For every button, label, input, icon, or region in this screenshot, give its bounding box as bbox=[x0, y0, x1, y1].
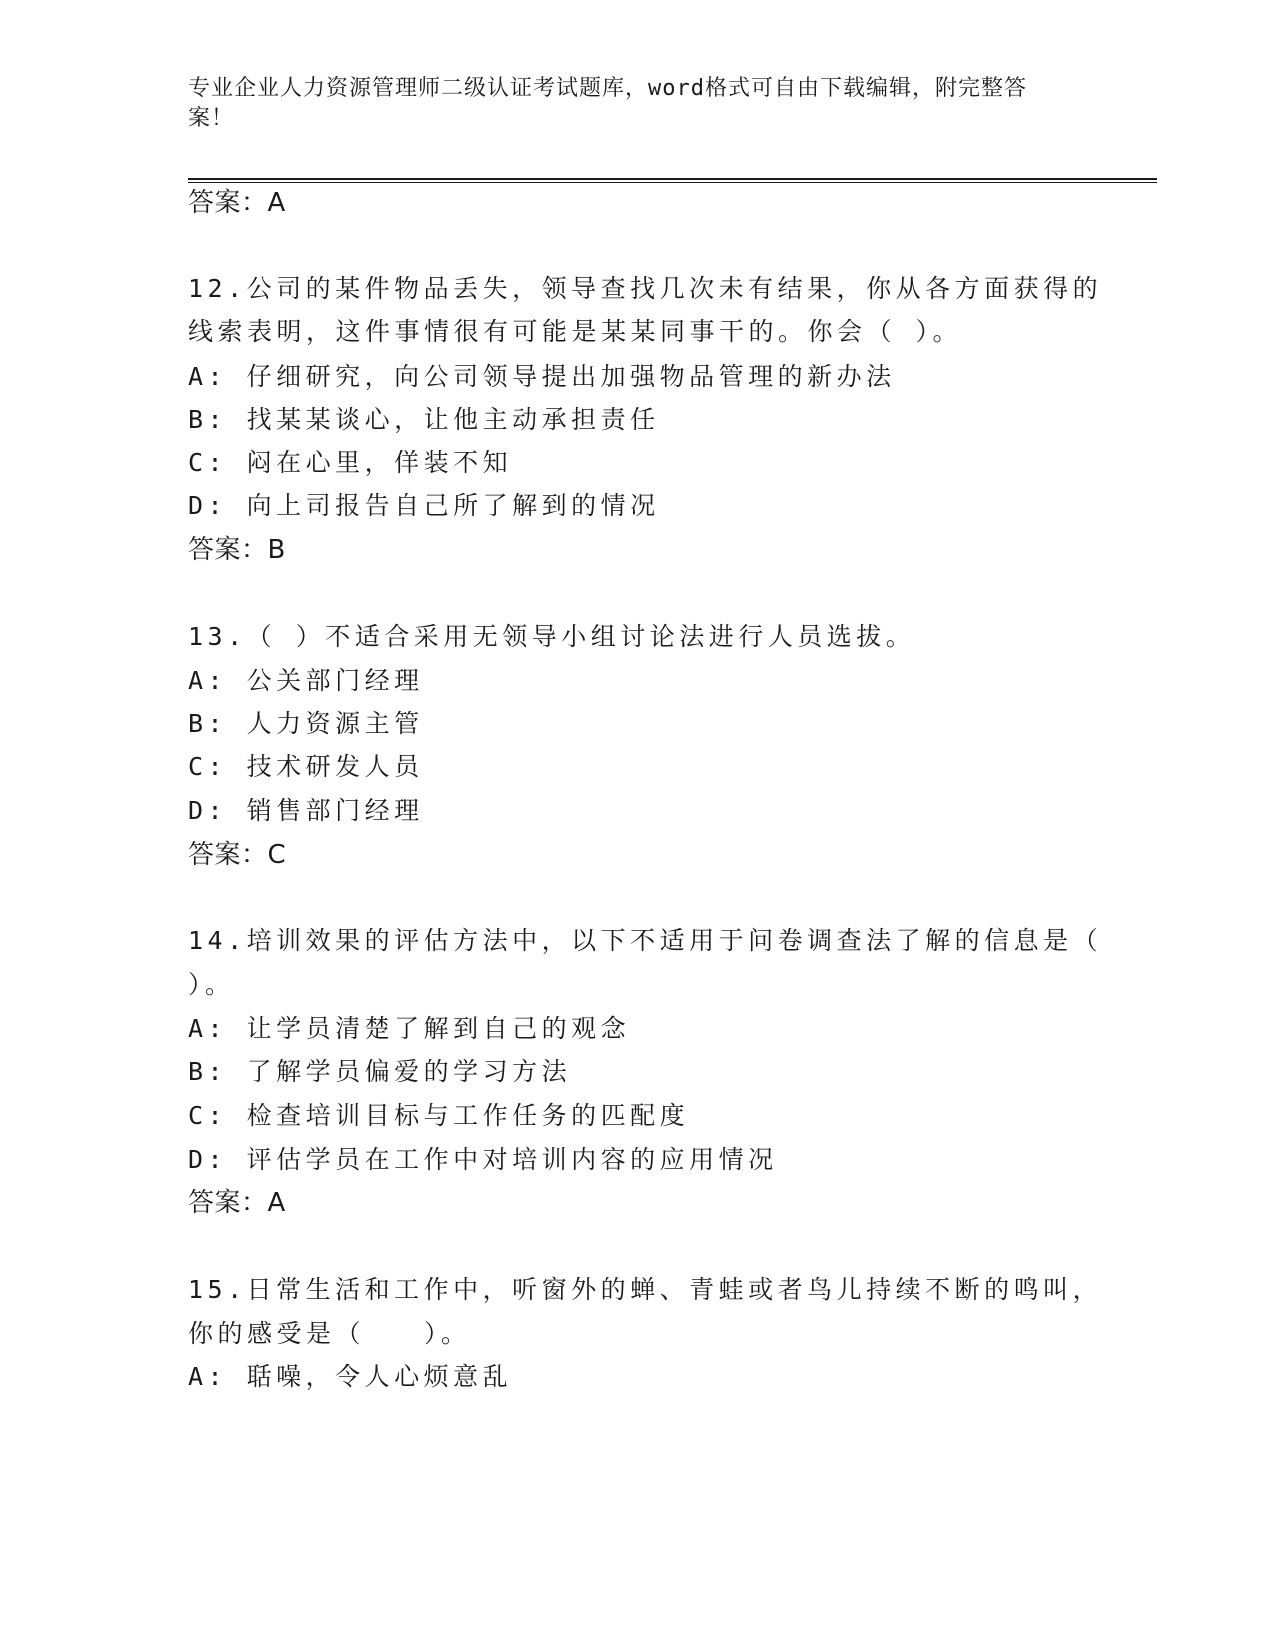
question-stem-line: 14.培训效果的评估方法中，以下不适用于问卷调查法了解的信息是（ bbox=[188, 926, 1103, 955]
option-b: B: 人力资源主管 bbox=[188, 709, 424, 738]
option-b: B: 了解学员偏爱的学习方法 bbox=[188, 1057, 572, 1086]
answer-label: 答案：A bbox=[188, 1188, 286, 1218]
option-c: C: 技术研发人员 bbox=[188, 752, 424, 781]
option-b: B: 找某某谈心，让他主动承担责任 bbox=[188, 405, 660, 434]
page-header: 专业企业人力资源管理师二级认证考试题库，word格式可自由下载编辑，附完整答案！ bbox=[188, 76, 1027, 131]
question-stem-line: 线索表明，这件事情很有可能是某某同事干的。你会（ ）。 bbox=[188, 317, 963, 346]
option-d: D: 向上司报告自己所了解到的情况 bbox=[188, 491, 660, 520]
answer-label: 答案：A bbox=[188, 188, 286, 218]
option-a: A: 公关部门经理 bbox=[188, 666, 424, 695]
header-divider bbox=[188, 178, 1157, 183]
question-stem-line: 15.日常生活和工作中，听窗外的蝉、青蛙或者鸟儿持续不断的鸣叫， bbox=[188, 1275, 1103, 1304]
question-stem-line: 12.公司的某件物品丢失，领导查找几次未有结果，你从各方面获得的 bbox=[188, 274, 1103, 303]
question-stem-line: ）。 bbox=[188, 970, 235, 999]
option-d: D: 销售部门经理 bbox=[188, 796, 424, 825]
answer-label: 答案：B bbox=[188, 535, 286, 565]
option-c: C: 闷在心里，佯装不知 bbox=[188, 448, 513, 477]
option-a: A: 仔细研究，向公司领导提出加强物品管理的新办法 bbox=[188, 362, 896, 391]
option-a: A: 让学员清楚了解到自己的观念 bbox=[188, 1014, 631, 1043]
option-d: D: 评估学员在工作中对培训内容的应用情况 bbox=[188, 1145, 778, 1174]
question-stem-line: 13.（ ）不适合采用无领导小组讨论法进行人员选拔。 bbox=[188, 622, 916, 651]
answer-label: 答案：C bbox=[188, 840, 287, 870]
question-stem-line: 你的感受是（ ）。 bbox=[188, 1319, 471, 1348]
option-c: C: 检查培训目标与工作任务的匹配度 bbox=[188, 1101, 690, 1130]
option-a: A: 聒噪，令人心烦意乱 bbox=[188, 1362, 513, 1391]
